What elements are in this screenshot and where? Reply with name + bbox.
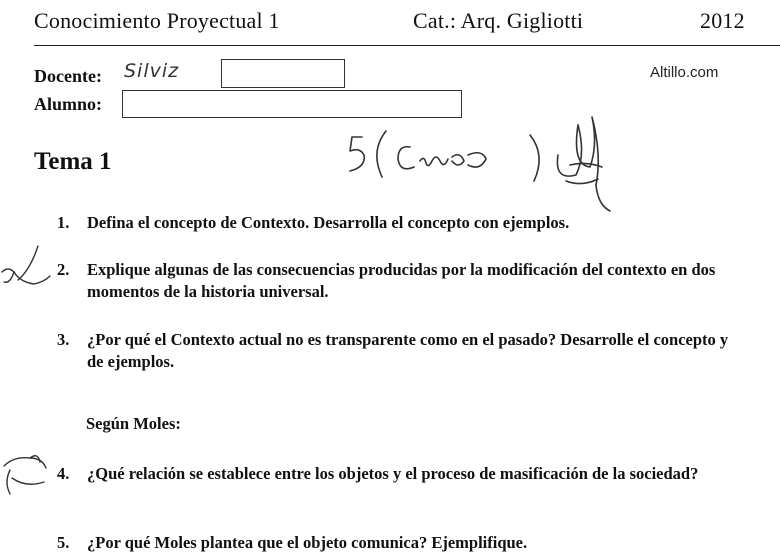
grade-signature-handwriting xyxy=(340,95,630,215)
section-label: Según Moles: xyxy=(86,414,181,433)
question-number: 2. xyxy=(57,260,70,279)
question-number: 1. xyxy=(57,213,70,232)
exam-title: Tema 1 xyxy=(34,148,112,175)
header-divider xyxy=(34,45,780,46)
question-text: ¿Qué relación se establece entre los objetos y el proceso de masificación de la sociedad? xyxy=(87,464,699,483)
question-number: 4. xyxy=(57,464,70,483)
question-text: ¿Por qué el Contexto actual no es transparente como en el pasado? Desarrolle el concepto y de ejemplos. xyxy=(87,330,729,371)
exam-year: 2012 xyxy=(700,8,745,33)
handwritten-mark-q2 xyxy=(0,242,55,292)
course-title: Conocimiento Proyectual 1 xyxy=(34,8,280,33)
question-text: Defina el concepto de Contexto. Desarrolla el concepto con ejemplos. xyxy=(87,213,570,232)
docente-label: Docente: xyxy=(34,66,102,86)
chair-name: Cat.: Arq. Gigliotti xyxy=(413,8,584,33)
question-number: 3. xyxy=(57,330,70,349)
question-number: 5. xyxy=(57,533,70,552)
question-text: ¿Por qué Moles plantea que el objeto comunica? Ejemplifique. xyxy=(87,533,528,552)
question-text: Explique algunas de las consecuencias producidas por la modificación del contexto en dos momentos de la historia universal. xyxy=(87,260,716,301)
docente-handwriting: Silviz xyxy=(124,60,180,82)
alumno-label: Alumno: xyxy=(34,94,103,114)
handwritten-mark-q4 xyxy=(0,448,60,498)
watermark: Altillo.com xyxy=(650,64,719,81)
docente-field[interactable] xyxy=(221,59,345,88)
